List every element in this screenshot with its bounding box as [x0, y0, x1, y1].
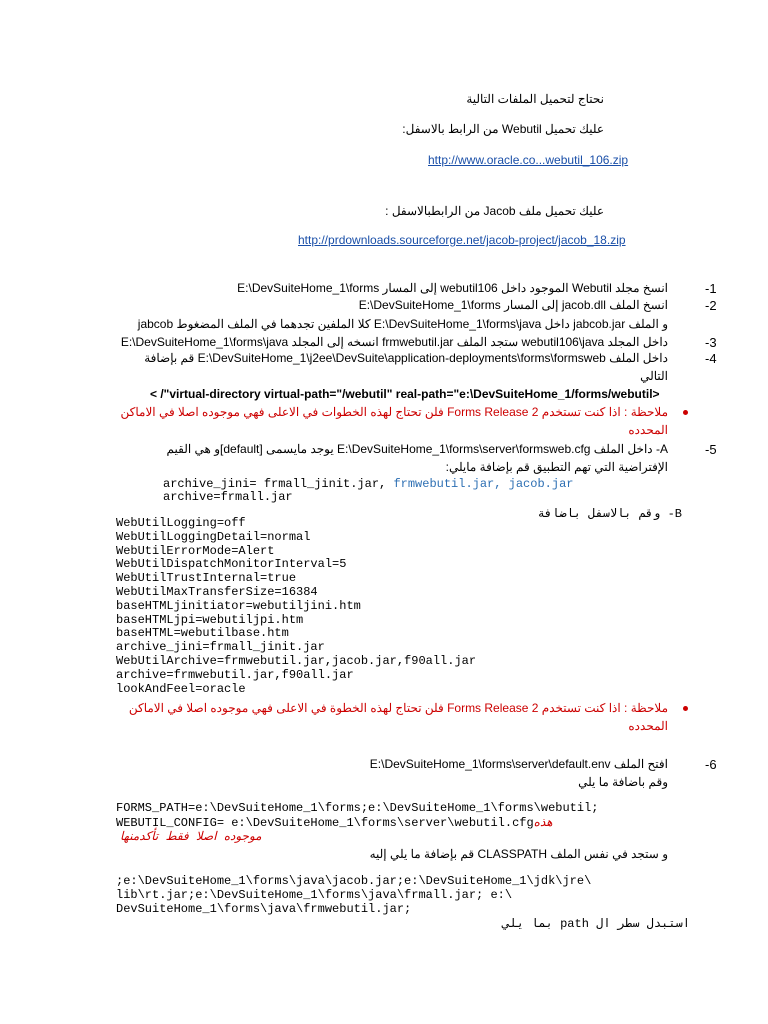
step-2-number: -2 [705, 298, 717, 313]
jacob-note: عليك تحميل ملف Jacob من الرابطبالاسفل : [385, 204, 604, 218]
config-line: lookAndFeel=oracle [116, 681, 246, 696]
config-line: WebUtilErrorMode=Alert [116, 543, 275, 558]
config-line: WebUtilDispatchMonitorInterval=5 [116, 557, 347, 572]
step-2-continued: و الملف jabcob.jar داخل E:\DevSuiteHome_1\forms\java كلا الملفين تجدهما في الملف المضغوط jabcob [137, 317, 668, 331]
step-5-b-label: B- وقم بالاسفل باضافة [537, 507, 682, 521]
config-line: WebUtilArchive=frmwebutil.jar,jacob.jar,f90all.jar [116, 653, 477, 668]
step-6-text-continued: وقم باضافة ما يلي [578, 775, 668, 789]
step-4-text-continued: التالي [640, 369, 668, 383]
step-5-number: -5 [705, 442, 717, 457]
step-5-code-line-2: archive=frmall.jar [163, 490, 293, 504]
note-1-bullet [683, 410, 688, 415]
intro-heading: نحتاج لتحميل الملفات التالية [466, 92, 604, 106]
note-2-bullet [683, 706, 688, 711]
webutil-config-block [116, 517, 476, 696]
classpath-line-3: DevSuiteHome_1\forms\java\frmwebutil.jar; [116, 902, 412, 916]
env-webutil-config-note: هذه [533, 816, 553, 830]
env-exists-note: موجوده اصلا فقط تأكدمنها [120, 830, 262, 844]
config-line: archive=frmwebutil.jar,f90all.jar [116, 667, 354, 682]
step-3-number: -3 [705, 335, 717, 350]
step-1-number: -1 [705, 281, 717, 296]
archive-jini-added-jars: frmwebutil.jar, jacob.jar [393, 477, 574, 491]
config-line: baseHTMLjinitiator=webutiljini.htm [116, 598, 361, 613]
env-webutil-config-text: WEBUTIL_CONFIG= e:\DevSuiteHome_1\forms\server\webutil.cfg [116, 816, 534, 830]
config-line: baseHTML=webutilbase.htm [116, 626, 289, 641]
note-1-text: ملاحظة : اذا كنت تستخدم Forms Release 2 فلن تحتاج لهذه الخطوات في الاعلى فهي موجوده اصلا في الاماكن [120, 405, 668, 419]
classpath-line-1: ;e:\DevSuiteHome_1\forms\java\jacob.jar;e:\DevSuiteHome_1\jdk\jre\ [116, 874, 592, 888]
note-1-text-continued: المحدده [628, 423, 668, 437]
config-line: WebUtilLogging=off [116, 516, 246, 530]
archive-jini-text: archive_jini= frmall_jinit.jar, [163, 477, 394, 491]
env-webutil-config [116, 815, 553, 830]
note-2-text-continued: المحدده [628, 719, 668, 733]
config-line: WebUtilLoggingDetail=normal [116, 529, 311, 544]
jacob-download-link[interactable]: http://prdownloads.sourceforge.net/jacob-project/jacob_18.zip [298, 233, 626, 247]
step-5-text: A- داخل الملف E:\DevSuiteHome_1\forms\server\formsweb.cfg يوجد مايسمى [default]و هي القيم [166, 442, 668, 456]
step-5-text-continued: الإفتراضية التي تهم التطبيق قم بإضافة مايلي: [445, 460, 668, 474]
config-line: WebUtilTrustInternal=true [116, 571, 297, 586]
path-replace-note: استبدل سطر ال path بما يلي [502, 917, 690, 931]
step-4-text: داخل الملف E:\DevSuiteHome_1\j2ee\DevSuite\application-deployments\forms\formsweb قم بإضافة [144, 351, 668, 365]
classpath-note: و ستجد في نفس الملف CLASSPATH قم بإضافة ما يلي إليه [369, 847, 668, 861]
webutil-download-link[interactable]: http://www.oracle.co...webutil_106.zip [428, 153, 629, 167]
note-2-text: ملاحظة : اذا كنت تستخدم Forms Release 2 فلن تحتاج لهذه الخطوة في الاعلى فهي موجوده اصلا في الاماكن [128, 701, 668, 715]
step-6-text: افتح الملف E:\DevSuiteHome_1\forms\server\default.env [369, 757, 668, 771]
env-forms-path: FORMS_PATH=e:\DevSuiteHome_1\forms;e:\DevSuiteHome_1\forms\webutil; [116, 801, 599, 815]
webutil-note: عليك تحميل Webutil من الرابط بالاسفل: [402, 122, 604, 136]
step-6-number: -6 [705, 757, 717, 772]
step-5-code-line-1 [163, 477, 573, 491]
step-4-code: < /"virtual-directory virtual-path="/webutil" real-path="e:\DevSuiteHome_1/forms/webutil> [150, 387, 660, 401]
step-1-text: انسخ مجلد Webutil الموجود داخل webutil106 إلى المسار E:\DevSuiteHome_1\forms [237, 281, 668, 295]
config-line: archive_jini=frmall_jinit.jar [116, 640, 325, 655]
config-line: WebUtilMaxTransferSize=16384 [116, 584, 318, 599]
step-3-text: داخل المجلد webutil106\java ستجد الملف frmwebutil.jar انسخه إلى المجلد E:\DevSuiteHome_1\forms\java [120, 335, 668, 349]
config-line: baseHTMLjpi=webutiljpi.htm [116, 612, 304, 627]
classpath-line-2: lib\rt.jar;e:\DevSuiteHome_1\forms\java\frmall.jar; e:\ [116, 888, 513, 902]
step-2-text: انسخ الملف jacob.dll إلى المسار E:\DevSuiteHome_1\forms [358, 298, 668, 312]
step-4-number: -4 [705, 351, 717, 366]
